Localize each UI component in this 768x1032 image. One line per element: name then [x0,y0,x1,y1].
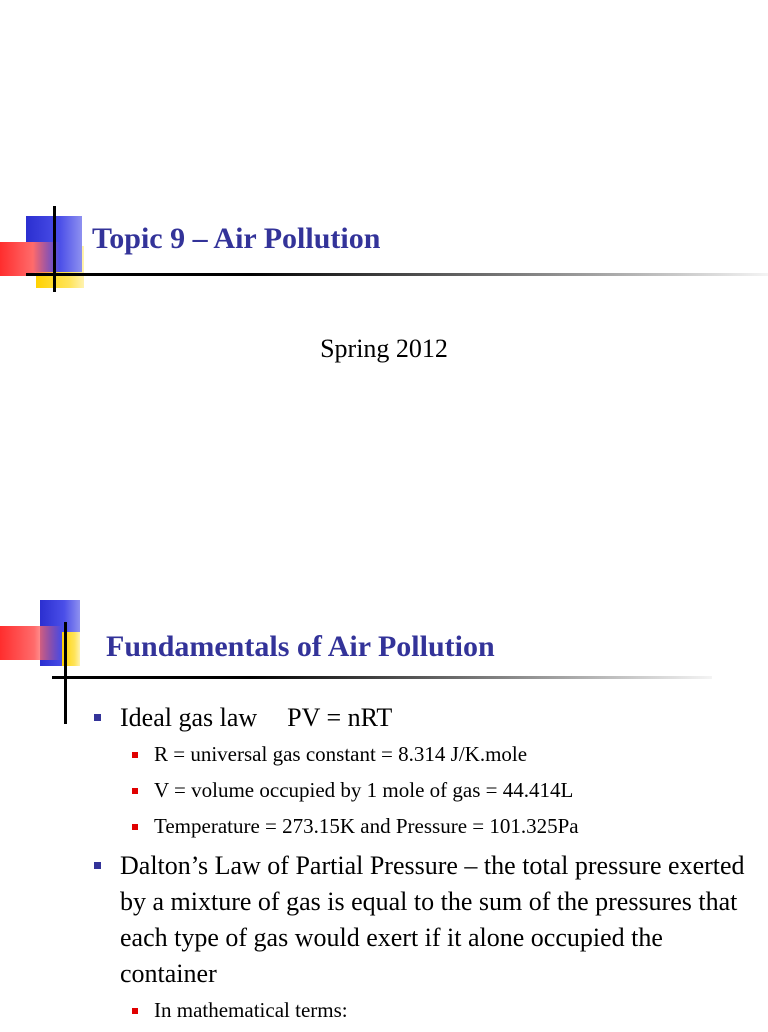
decor-vertical-line [53,206,56,292]
square-bullet-icon [132,752,138,758]
sub-bullet-item [92,812,752,840]
bullet-item [92,700,752,736]
sub-bullet-item [92,776,752,804]
square-bullet-icon [132,824,138,830]
content-slide [0,560,768,1024]
sub-bullet-text: V = volume occupied by 1 mole of gas = 44.414L [154,778,574,802]
square-bullet-icon [132,788,138,794]
square-bullet-icon [94,862,101,869]
decor-horizontal-line [52,676,712,679]
formula-text: PV = nRT [287,703,393,732]
sub-bullet-text: R = universal gas constant = 8.314 J/K.mole [154,742,528,766]
bullet-item [92,848,752,992]
slide-title: Fundamentals of Air Pollution [106,630,495,663]
sub-bullet-text: Temperature = 273.15K and Pressure = 101.325Pa [154,814,579,838]
decor-vertical-line [64,622,67,724]
sub-bullet-item [92,996,752,1024]
sub-bullet-text: In mathematical terms: [154,998,348,1022]
slide-subtitle: Spring 2012 [320,334,448,363]
bullet-list [92,700,752,1032]
bullet-text: Ideal gas law [120,703,258,732]
decor-horizontal-line [26,273,768,276]
decor-red-bar [0,626,62,660]
slide-title: Topic 9 – Air Pollution [92,222,381,255]
decor-red-bar [0,242,60,276]
bullet-text: Dalton’s Law of Partial Pressure – the total pressure exerted by a mixture of gas is equal to the sum of the pressures that each type of gas would exert if it alone occupied the container [120,851,745,988]
sub-bullet-item [92,740,752,768]
square-bullet-icon [132,1008,138,1014]
square-bullet-icon [94,714,101,721]
